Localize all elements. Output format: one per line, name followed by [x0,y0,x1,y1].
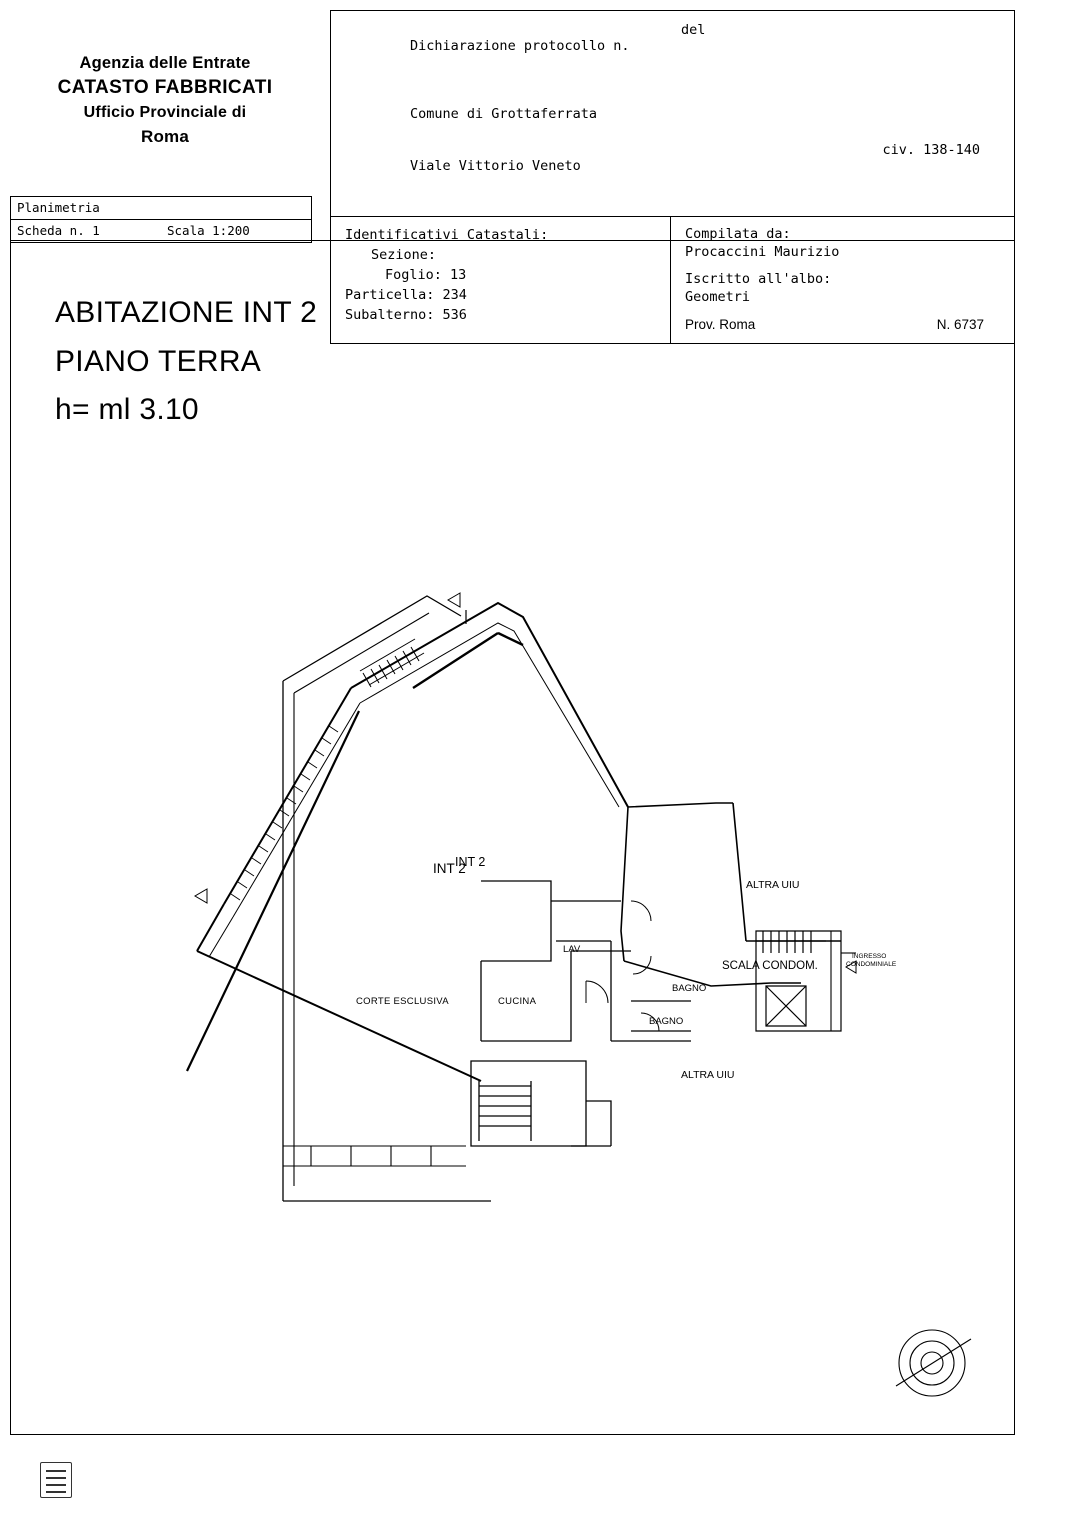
plan-label-scala-condominiale: SCALA CONDOM. [722,960,818,972]
protocollo-label: Dichiarazione protocollo n. [410,38,630,54]
document-list-icon[interactable] [40,1462,72,1498]
albo-numero: N. 6737 [936,317,984,332]
agency-line-4: Roma [140,127,190,147]
planimetria-title: Planimetria [11,197,311,220]
plan-title-line-3: h= ml 3.10 [55,393,199,427]
plan-label-bagno-2: BAGNO [649,1016,684,1027]
comune-value: Comune di Grottaferrata [410,106,597,122]
comune-row [331,88,1014,140]
plan-label-altra-uiu-top: ALTRA UIU [746,879,800,891]
iscritto-label: Iscritto all'albo: [685,271,832,287]
plan-title-line-1: ABITAZIONE INT 2 [55,296,318,329]
prov-label: Prov. Roma [685,317,756,332]
agency-heading [10,52,320,149]
particella-row: Particella: 234 [345,287,467,303]
plan-label-int2-left: INT 2 [433,861,466,876]
compilata-label: Compilata da: [685,226,791,242]
north-compass-icon [896,1330,971,1396]
iscritto-albo: Geometri [685,289,751,305]
plan-title-line-2: PIANO TERRA [55,344,262,378]
plan-label-altra-uiu-bottom: ALTRA UIU [681,1069,735,1081]
drawing-frame [10,240,1015,1435]
planimetria-box [10,196,312,243]
plan-label-bagno-1: BAGNO [672,983,707,994]
del-label: del [681,22,706,38]
plan-label-lav: LAV [563,944,581,955]
agency-line-1: Agenzia delle Entrate [79,54,251,72]
plan-title-block [55,289,317,435]
agency-line-3: Ufficio Provinciale di [83,104,247,122]
plan-label-corte-esclusiva: CORTE ESCLUSIVA [356,996,449,1007]
plan-label-int2-top: INT 2 [455,855,486,869]
plan-label-cucina: CUCINA [498,996,537,1007]
agency-line-2: CATASTO FABBRICATI [57,77,273,99]
identificativi-label: Identificativi Catastali: [345,227,549,243]
foglio-row: Foglio: 13 [385,267,467,283]
protocollo-row [331,20,1014,88]
indirizzo-row [331,140,1014,208]
scheda-number: Scheda n. 1 [17,223,100,238]
compilata-nome: Procaccini Maurizio [685,244,840,260]
subalterno-row: Subalterno: 536 [345,307,467,323]
scala-value: Scala 1:200 [167,223,250,238]
indirizzo-value: Viale Vittorio Veneto [410,158,581,174]
civico-value: civ. 138-140 [882,142,980,158]
sezione-row: Sezione: [371,247,437,263]
header-top-section [331,11,1014,217]
plan-label-ingresso-cond-line2: CONDOMINIALE [846,961,897,968]
plan-label-ingresso-cond-line1: INGRESSO [852,953,887,960]
planimetria-scheda-row [11,220,311,242]
